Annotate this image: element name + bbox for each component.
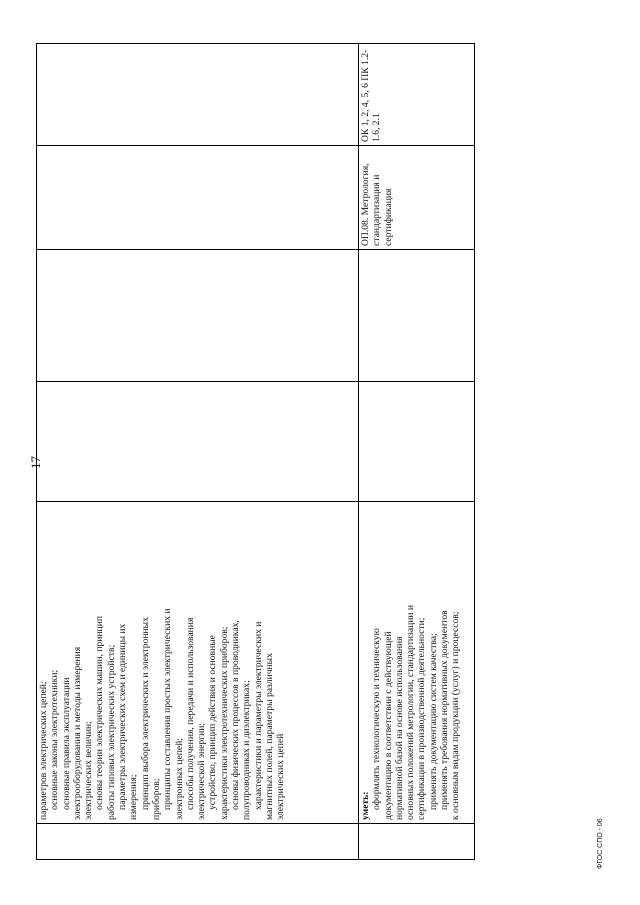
content-line: магнитных полей, параметры различных bbox=[263, 653, 275, 820]
content-line: параметров электрических цепей; bbox=[38, 681, 49, 820]
content-line: электрических величин; bbox=[83, 721, 95, 820]
content-line: применять документацию систем качества; bbox=[427, 633, 439, 810]
content-line: характеристики и параметры электрических и bbox=[252, 621, 264, 810]
content-line: электрической энергии; bbox=[196, 722, 208, 820]
content-line: полупроводниках и диэлектриках; bbox=[241, 680, 253, 820]
content-line: основы теории электрических машин, принцип bbox=[94, 616, 106, 810]
content-line: электронных цепей; bbox=[173, 738, 185, 820]
content-line: электрических цепей bbox=[275, 733, 287, 820]
footer-code: ФГОС СПО - 06 bbox=[597, 818, 604, 869]
cell-empty bbox=[37, 250, 359, 382]
page-number: 17 bbox=[28, 456, 43, 469]
content-line: оформлять технологическую и техническую bbox=[371, 628, 383, 810]
cell-competencies bbox=[37, 44, 359, 146]
content-line: к основным видам продукции (услуг) и процессов; bbox=[450, 611, 462, 820]
content-line: принципы составления простых электрических и bbox=[162, 608, 174, 810]
content-line: устройство, принцип действия и основные bbox=[207, 635, 219, 810]
competency-table bbox=[36, 43, 475, 860]
content-line: электрооборудования и методы измерения bbox=[71, 646, 83, 820]
cell-empty bbox=[359, 250, 475, 382]
content-lines bbox=[360, 505, 462, 820]
cell-discipline: ОП.08. Метрология, стандартизация и сертификация bbox=[359, 146, 475, 250]
content-line: характеристики электротехнических приборов; bbox=[218, 626, 230, 820]
cell-code bbox=[37, 824, 359, 860]
table-row bbox=[359, 44, 475, 860]
content-line: приборов; bbox=[150, 778, 162, 820]
content-line: основные законы электротехники; bbox=[49, 669, 61, 810]
cell-empty bbox=[359, 382, 475, 502]
cell-content bbox=[37, 502, 359, 824]
table-row bbox=[37, 44, 359, 860]
content-line: принцип выбора электрических и электронных bbox=[139, 617, 151, 810]
content-line: применять требования нормативных документов bbox=[439, 610, 451, 810]
content-line: способы получения, передачи и использования bbox=[184, 617, 196, 810]
content-line: основные правила эксплуатации bbox=[60, 677, 72, 810]
cell-content bbox=[359, 502, 475, 824]
content-line: сертификации в производственной деятельности; bbox=[416, 617, 428, 820]
content-line: основных положений метрологии, стандартизации и bbox=[405, 604, 417, 820]
content-line: основы физических процессов в проводниках, bbox=[230, 620, 242, 810]
content-line: измерения; bbox=[128, 774, 140, 820]
content-lines bbox=[38, 505, 287, 820]
content-line: работы типовых электрических устройств; bbox=[105, 644, 117, 820]
cell-discipline bbox=[37, 146, 359, 250]
cell-empty bbox=[37, 382, 359, 502]
content-line: уметь: bbox=[360, 791, 371, 820]
content-line: параметры электрических схем и единицы их bbox=[117, 623, 129, 810]
content-line: нормативной базой на основе использования bbox=[393, 636, 405, 820]
cell-code bbox=[359, 824, 475, 860]
cell-competencies: ОК 1, 2, 4, 5, 6 ПК 1.2-1.6, 2.1 bbox=[359, 44, 475, 146]
content-line: документацию в соответствии с действующей bbox=[382, 631, 394, 820]
